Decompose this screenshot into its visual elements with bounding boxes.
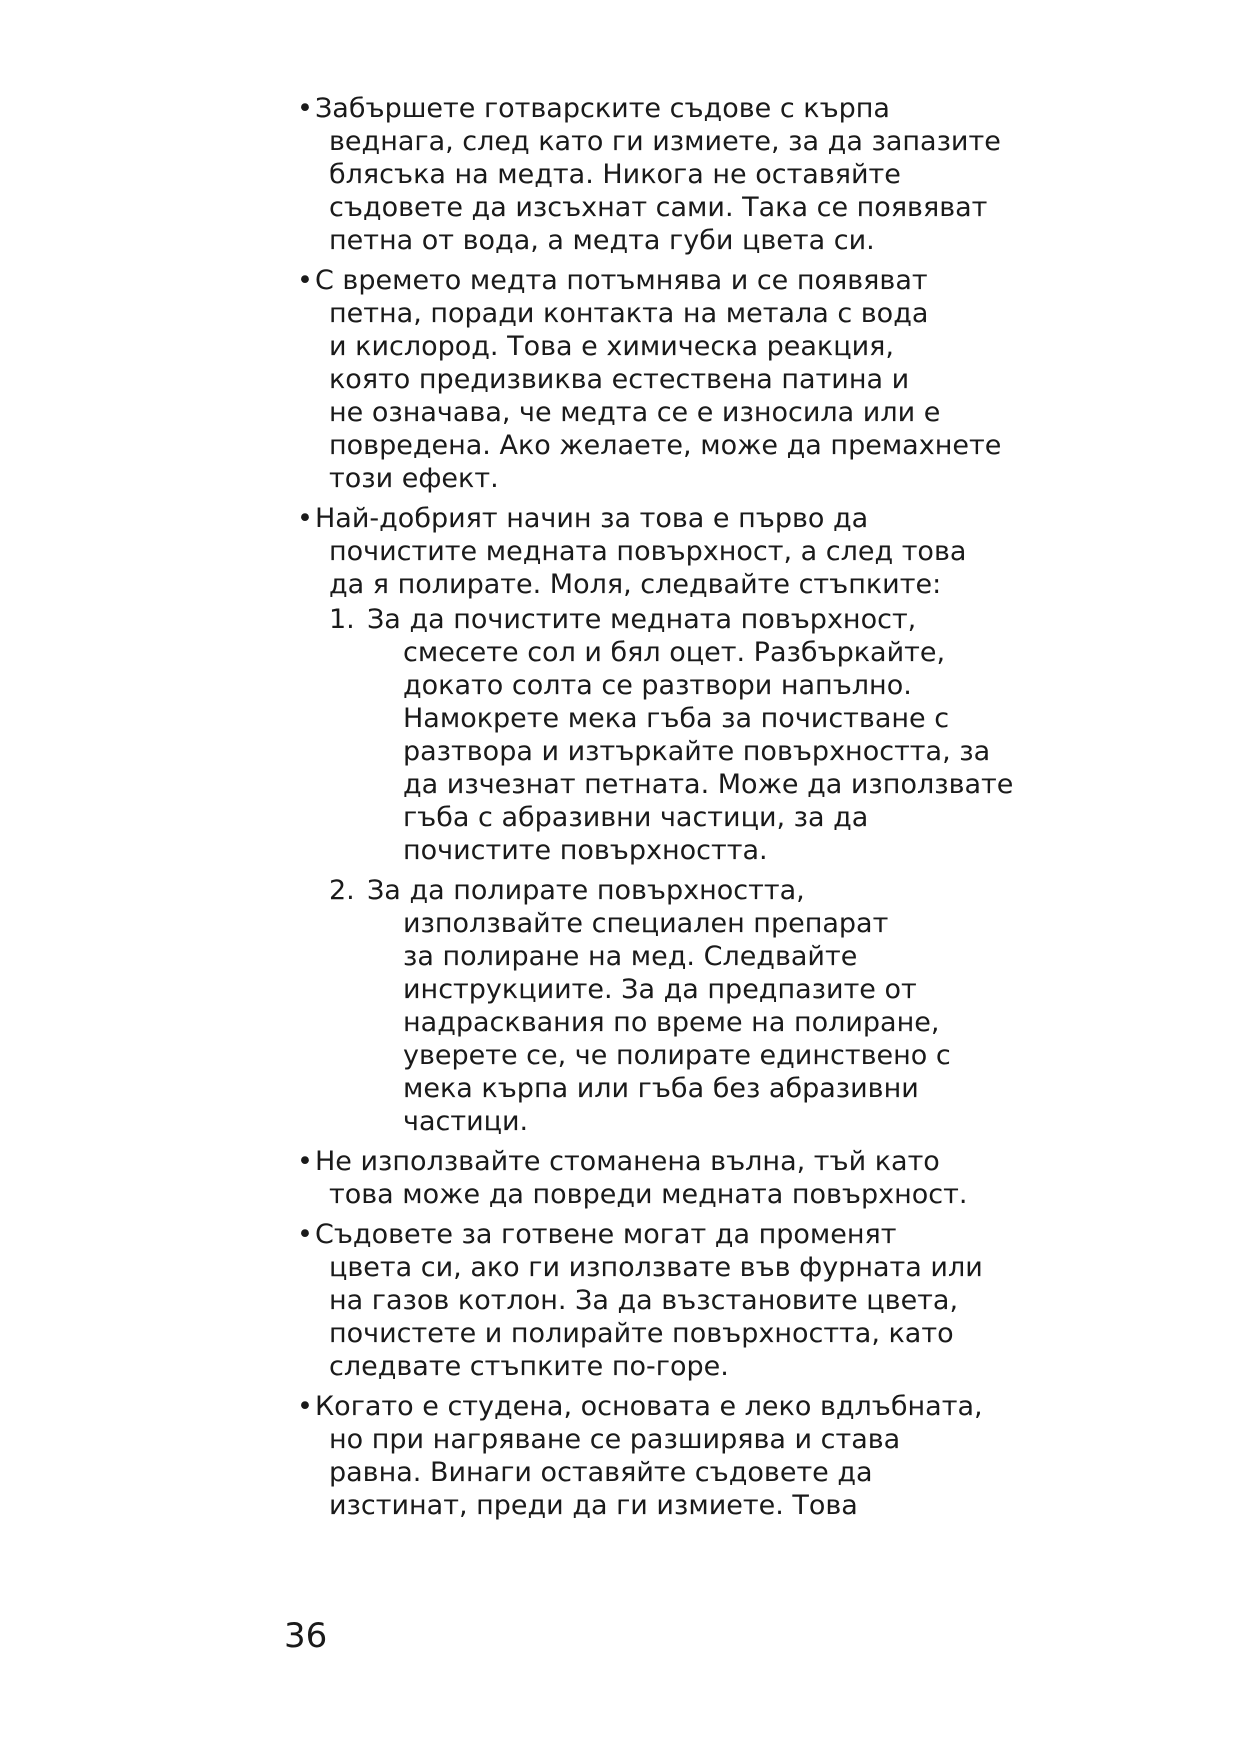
bullet-line: изстинат, преди да ги измиете. Това [329, 1490, 858, 1521]
step-line: разтвора и изтъркайте повърхността, за [403, 736, 991, 767]
bullet-line: веднага, след като ги измиете, за да запазите [329, 126, 1001, 157]
step-line: уверете се, че полирате единствено с [403, 1040, 951, 1071]
bullet-item [297, 1390, 997, 1522]
bullet-line: почистите медната повърхност, а след това [329, 536, 967, 567]
bullet-line: цвета си, ако ги използвате във фурната или [329, 1252, 983, 1283]
page-number: 36 [284, 1616, 328, 1656]
step-line: Намокрете мека гъба за почистване с [403, 703, 950, 734]
bullet-mark: • [297, 1146, 313, 1177]
bullet-line: това може да повреди медната повърхност. [329, 1179, 968, 1210]
step-line: инструкциите. За да предпазите от [403, 974, 917, 1005]
bullet-mark: • [297, 93, 313, 124]
step-line: използвайте специален препарат [403, 908, 889, 939]
bullet-item [297, 1145, 997, 1211]
bullet-mark: • [297, 503, 313, 534]
bullet-line: Не използвайте стоманена вълна, тъй като [315, 1146, 940, 1177]
bullet-line: почистете и полирайте повърхността, като [329, 1318, 954, 1349]
bullet-line: не означава, че медта се е износила или е [329, 397, 941, 428]
bullet-line: петна от вода, а медта губи цвета си. [329, 225, 875, 256]
bullet-line: Когато е студена, основата е леко вдлъбната, [315, 1391, 983, 1422]
bullet-line: но при нагряване се разширява и става [329, 1424, 901, 1455]
bullet-item [297, 92, 1001, 257]
bullet-mark: • [297, 1391, 313, 1422]
bullet-line: съдовете да изсъхнат сами. Така се появяват [329, 192, 988, 223]
bullet-line: повредена. Ако желаете, може да премахнете [329, 430, 1002, 461]
step-line: надрасквания по време на полиране, [403, 1007, 940, 1038]
bullet-line: Най-добрият начин за това е първо да [315, 503, 869, 534]
bullet-line: равна. Винаги оставяйте съдовете да [329, 1457, 873, 1488]
bullet-mark: • [297, 265, 313, 296]
bullet-line: блясъка на медта. Никога не оставяйте [329, 159, 901, 190]
bullet-line: този ефект. [329, 463, 499, 494]
bullet-line: петна, поради контакта на метала с вода [329, 298, 929, 329]
step-line: докато солта се разтвори напълно. [403, 670, 912, 701]
step-line: мека кърпа или гъба без абразивни [403, 1073, 919, 1104]
bullet-line: да я полирате. Моля, следвайте стъпките: [329, 569, 942, 600]
bullet-item [297, 1218, 997, 1383]
step-number: 2. [329, 875, 355, 906]
step-item [329, 603, 1014, 867]
numbered-steps [329, 603, 1014, 1138]
bullet-line: С времето медта потъмнява и се появяват [315, 265, 928, 296]
bullet-line: и кислород. Това е химическа реакция, [329, 331, 894, 362]
bullet-item [297, 264, 1002, 495]
bullet-item [297, 502, 1014, 1138]
bullet-line: следвате стъпките по-горе. [329, 1351, 729, 1382]
step-number: 1. [329, 604, 355, 635]
step-line: За да полирате повърхността, [367, 875, 805, 906]
step-line: За да почистите медната повърхност, [367, 604, 917, 635]
bullet-line: която предизвиква естествена патина и [329, 364, 910, 395]
bullet-line: Съдовете за готвене могат да променят [315, 1219, 897, 1250]
step-item [329, 874, 997, 1138]
step-line: смесете сол и бял оцет. Разбъркайте, [403, 637, 946, 668]
step-line: частици. [403, 1106, 529, 1137]
bullet-line: Забършете готварските съдове с кърпа [315, 93, 890, 124]
step-line: за полиране на мед. Следвайте [403, 941, 858, 972]
bullet-line: на газов котлон. За да възстановите цвета, [329, 1285, 959, 1316]
manual-content [297, 92, 1014, 1529]
step-line: почистите повърхността. [403, 835, 768, 866]
step-line: да изчезнат петната. Може да използвате [403, 769, 1014, 800]
step-line: гъба с абразивни частици, за да [403, 802, 869, 833]
bullet-mark: • [297, 1219, 313, 1250]
